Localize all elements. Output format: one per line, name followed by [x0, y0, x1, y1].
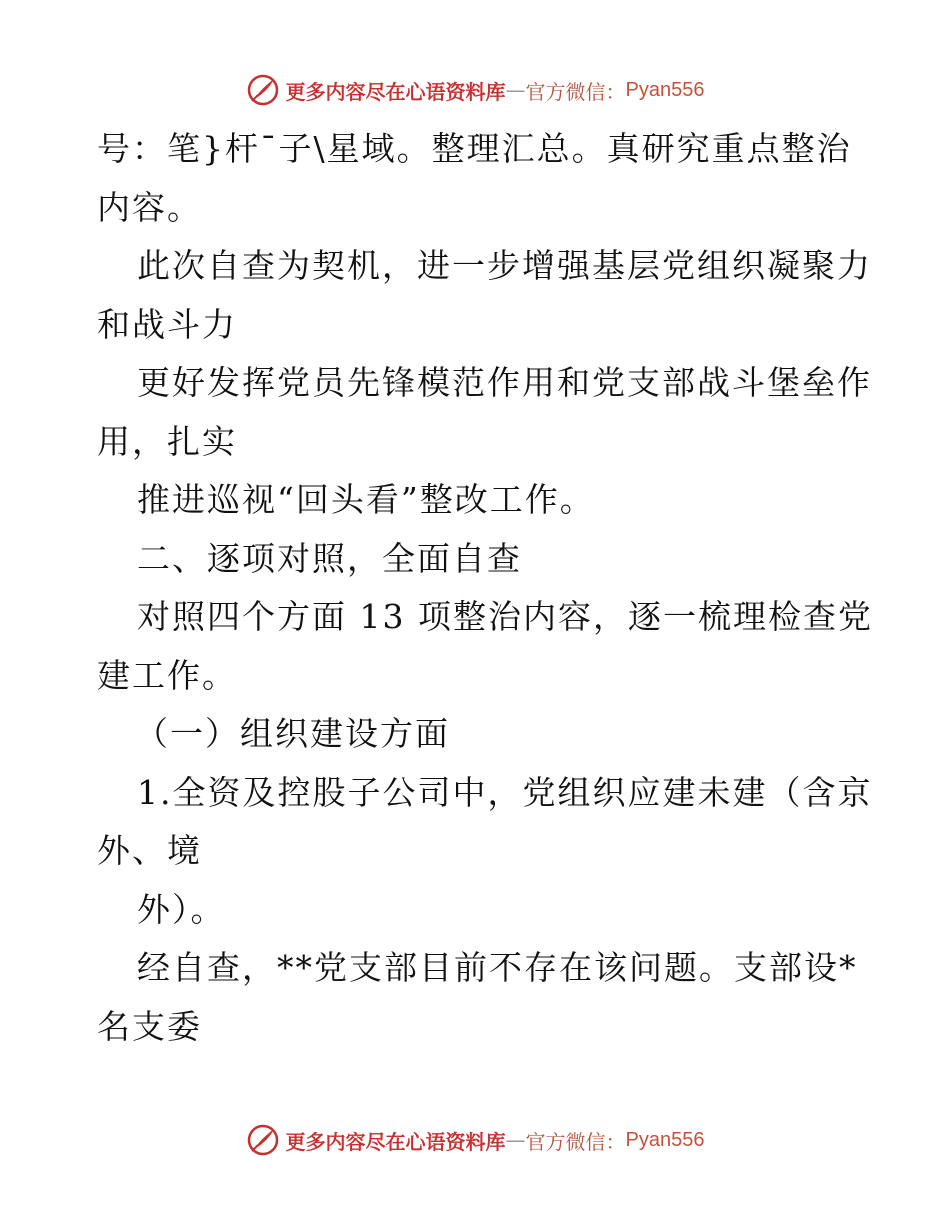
banner-wechat-label: 官方微信： [525, 79, 626, 104]
body-line: 外、境 [97, 831, 202, 870]
banner-slogan: 更多内容尽在心语资料库 [285, 79, 506, 104]
document-body [97, 120, 873, 1056]
quill-logo-icon [246, 73, 280, 107]
banner-wechat-label: 官方微信： [525, 1129, 626, 1154]
banner-wechat-id: Pyan556 [625, 1128, 705, 1151]
banner-slogan: 更多内容尽在心语资料库 [285, 1129, 506, 1154]
body-line: 外）。 [137, 889, 226, 929]
section-heading: 二、逐项对照，全面自查 [137, 538, 522, 578]
body-line: 更好发挥党员先锋模范作用和党支部战斗堡垒作 [137, 363, 872, 402]
body-line: 内容。 [97, 187, 202, 227]
body-line: 号：笔}杆¯子\星域。整理汇总。真研究重点整治 [97, 129, 852, 168]
banner-dash: — [505, 1128, 526, 1152]
body-line: 经自查，**党支部目前不存在该问题。支部设* [137, 948, 858, 987]
body-line: 推进巡视“回头看”整改工作。 [137, 480, 595, 519]
header-banner [0, 70, 950, 110]
banner-dash: — [505, 78, 526, 102]
quill-logo-icon [246, 1123, 280, 1157]
footer-banner [0, 1120, 950, 1160]
banner-wechat-id: Pyan556 [625, 78, 705, 101]
subsection-heading: （一）组织建设方面 [135, 714, 450, 753]
body-line: 对照四个方面 13 项整治内容，逐一梳理检查党 [137, 597, 873, 636]
body-line: 此次自查为契机，进一步增强基层党组织凝聚力 [137, 246, 872, 285]
body-line: 用，扎实 [97, 421, 237, 461]
body-line: 名支委 [97, 1006, 202, 1046]
body-line: 建工作。 [97, 655, 237, 695]
list-item: 1.全资及控股子公司中，党组织应建未建（含京 [137, 772, 873, 812]
body-line: 和战斗力 [97, 304, 237, 344]
